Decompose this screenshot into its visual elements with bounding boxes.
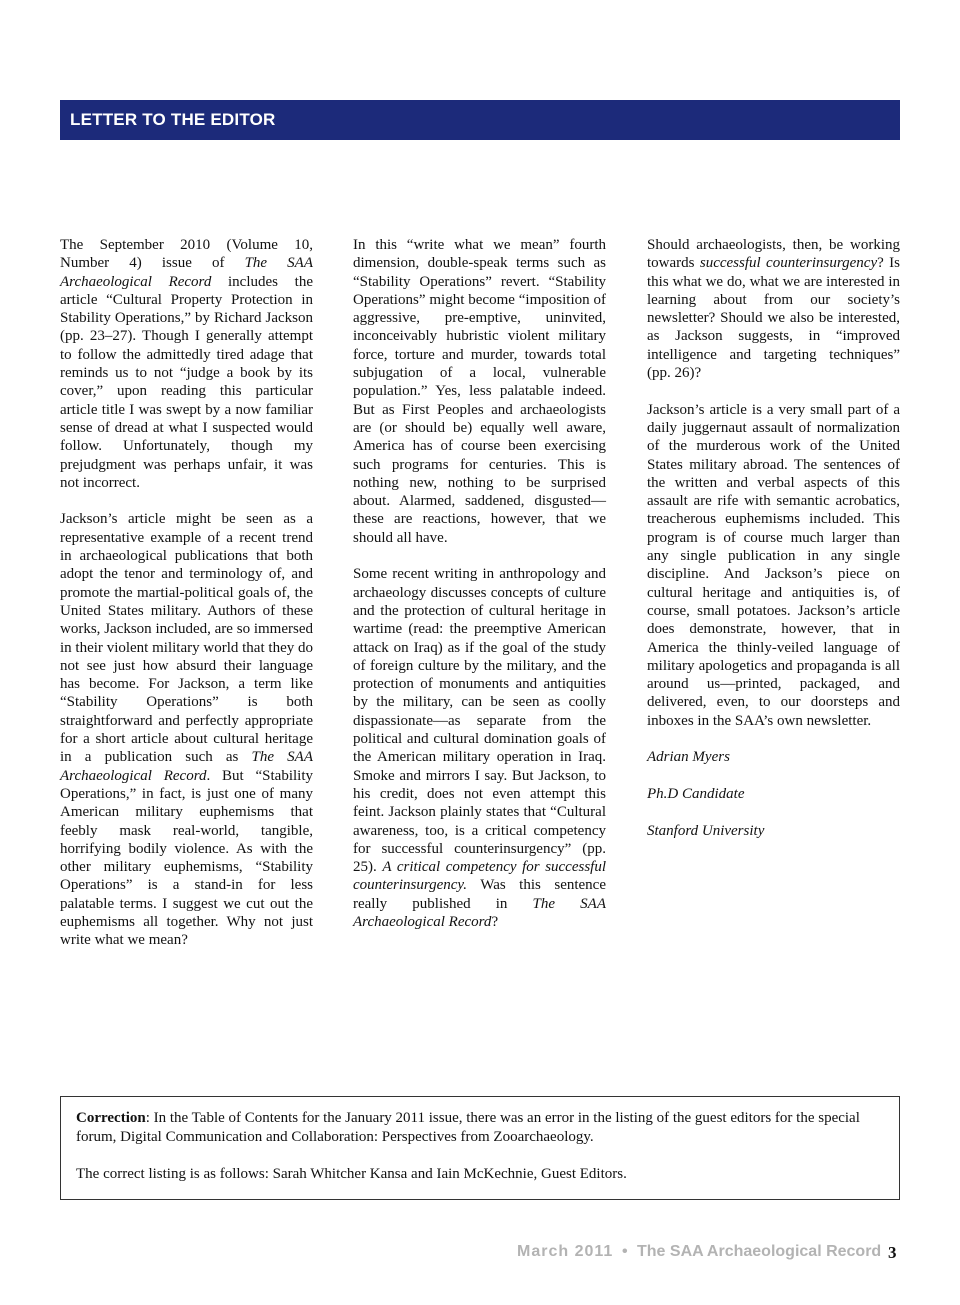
page-number: 3: [888, 1243, 897, 1262]
letter-column-2: [353, 236, 606, 950]
letter-paragraph: Jackson’s article might be seen as a representative example of a recent trend in archaeological publications that both adopt the tenor and terminology of, and promote the martial-political goals of, the United States military. Authors of these works, Jackson included, are so immersed in their violent military world that they do not see just how absurd their language has become. For Jackson, a term like “Stability Operations” is both straightforward and perfectly appropriate for a short article about cultural heritage in a publication such as The SAA Archaeological Record. But “Stability Operations,” in fact, is just one of many American military euphemisms that feebly mask real-world, tangible, horrifying bodily violence. As with the other military euphemisms, “Stability Operations” is a stand-in for less palatable terms. I suggest we cut out the euphemisms all together. Why not just write what we mean?: [60, 511, 313, 949]
author-name: Adrian Myers: [647, 749, 730, 766]
author-title: Ph.D Candidate: [647, 785, 745, 802]
footer-month: March 2011: [517, 1243, 614, 1260]
letter-column-1: [60, 236, 313, 968]
letter-paragraph: In this “write what we mean” fourth dimension, double-speak terms such as “Stability Operations” revert. “Stability Operations” might become “imposition of aggressive, pre-emptive, uninvited, inconceivably hubristic violent military force, torture and murder, towards total subjugation of a local, vulnerable population.” Yes, less palatable indeed. But as First Peoples and archaeologists are (or should be) equally well aware, America has of course been exercising such programs for centuries. This is nothing new, nothing to be surprised about. Alarmed, saddened, disgusted—these are reactions, however, that we should all have.: [353, 237, 606, 546]
letter-paragraph: Jackson’s article is a very small part of a daily juggernaut assault of normalization of the murderous work of the United States military abroad. The sentences of the written and verbal aspects of this assault are rife with semantic acrobatics, treacherous euphemisms included. This program is of course much larger than any single publication in any single discipline. And Jackson’s piece on cultural heritage and antiquities is, of course, small potatoes. Jackson’s article does demonstrate, however, that in America the thinly-veiled language of military apologetics and propaganda is all around us—printed, packaged, and delivered, even, to our doorsteps and inboxes in the SAA’s own newsletter.: [647, 401, 900, 729]
correction-label: Correction: [76, 1110, 146, 1126]
correction-text: : In the Table of Contents for the January 2011 issue, there was an error in the listing of the guest editors for the special forum, Digital Communication and Collaboration: Perspectives from Zooarchaeology.: [76, 1110, 860, 1145]
author-affiliation: Stanford University: [647, 822, 765, 839]
letter-column-3: [647, 236, 900, 858]
section-banner: [60, 100, 900, 140]
letter-paragraph: Some recent writing in anthropology and archaeology discusses concepts of culture and the protection of cultural heritage in wartime (read: the preemptive American attack on Iraq) as if the goal of the study of foreign culture by the military, and the protection of monuments and antiquities by the military, can be seen as coolly dispassionate—as separate from the political and cultural domination goals of the American military operation in Iraq. Smoke and mirrors I say. But Jackson, to his credit, does not even attempt this feint. Jackson plainly states that “Cultural awareness, too, is a critical competency for successful counterinsurgency” (pp. 25). A critical competency for successful counterinsurgency. Was this sentence really published in The SAA Archaeological Record?: [353, 566, 607, 930]
correction-listing: The correct listing is as follows: Sarah Whitcher Kansa and Iain McKechnie, Guest Editors.: [76, 1165, 627, 1182]
correction-note: [76, 1109, 884, 1146]
footer-bullet: •: [622, 1243, 628, 1260]
section-title: LETTER TO THE EDITOR: [70, 110, 276, 129]
letter-paragraph: Should archaeologists, then, be working towards successful counterinsurgency? Is this what we do, what we are interested in learning about from our society’s newsletter? Should we also be interested, as Jackson suggests, in “improved intelligence and targeting techniques” (pp. 26)?: [647, 237, 900, 382]
letter-paragraph: The September 2010 (Volume 10, Number 4) issue of The SAA Archaeological Record includes the article “Cultural Property Protection in Stability Operations,” by Richard Jackson (pp. 23–27). Though I generally attempt to follow the admittedly tired adage that reminds us to not “judge a book by its cover,” upon reading this particular article title I was swept by a now familiar sense of dread at what I suspected would follow. Unfortunately, though my prejudgment was perhaps unfair, it was not incorrect.: [60, 237, 313, 491]
footer-publication: The SAA Archaeological Record: [637, 1243, 882, 1260]
correction-box: [60, 1096, 900, 1200]
signature-block: [647, 748, 900, 839]
